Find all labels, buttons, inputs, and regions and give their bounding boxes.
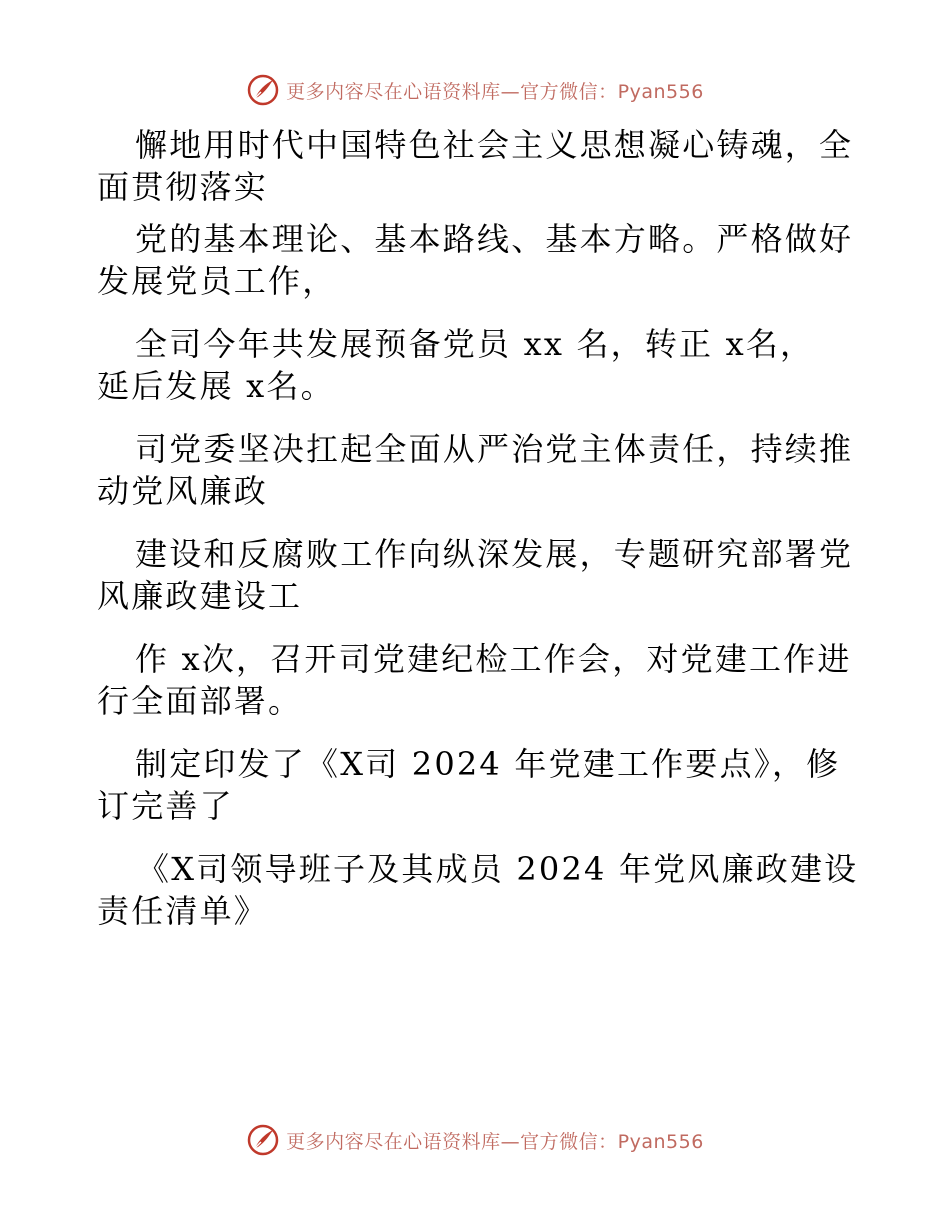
watermark-footer (0, 1120, 950, 1160)
paragraph-line: 司党委坚决扛起全面从严治党主体责任，持续推 (135, 430, 854, 468)
paragraph-line: 订完善了 (97, 787, 234, 825)
quill-seal-icon (246, 1123, 280, 1157)
paragraph-line: 行全面部署。 (97, 682, 303, 720)
watermark-text: 更多内容尽在心语资料库—官方微信：Pyan556 (286, 80, 704, 103)
paragraph (97, 848, 857, 932)
paragraph (97, 533, 857, 617)
document-body (97, 124, 857, 932)
paragraph-line: 建设和反腐败工作向纵深发展，专题研究部署党 (135, 535, 854, 573)
paragraph-line: 作 x次，召开司党建纪检工作会，对党建工作进 (135, 640, 852, 678)
paragraph-line: 面贯彻落实 (97, 168, 269, 206)
paragraph-line: 延后发展 x名。 (97, 367, 335, 405)
paragraph-line: 动党风廉政 (97, 472, 269, 510)
paragraph-line: 党的基本理论、基本路线、基本方略。严格做好 (135, 220, 854, 258)
paragraph (97, 638, 857, 722)
paragraph (97, 323, 857, 407)
quill-seal-icon (246, 73, 280, 107)
paragraph (97, 428, 857, 512)
paragraph-line: 责任清单》 (97, 892, 269, 930)
paragraph-line: 《X司领导班子及其成员 2024 年党风廉政建设 (137, 850, 859, 888)
watermark-text: 更多内容尽在心语资料库—官方微信：Pyan556 (286, 1130, 704, 1153)
paragraph (97, 124, 857, 208)
paragraph-line: 懈地用时代中国特色社会主义思想凝心铸魂，全 (135, 126, 854, 164)
watermark-header (0, 70, 950, 110)
paragraph (97, 743, 857, 827)
paragraph-line: 发展党员工作， (97, 262, 337, 300)
paragraph-line: 风廉政建设工 (97, 577, 303, 615)
paragraph (97, 218, 857, 302)
paragraph-line: 全司今年共发展预备党员 xx 名，转正 x名， (135, 325, 815, 363)
paragraph-line: 制定印发了《X司 2024 年党建工作要点》，修 (135, 745, 841, 783)
